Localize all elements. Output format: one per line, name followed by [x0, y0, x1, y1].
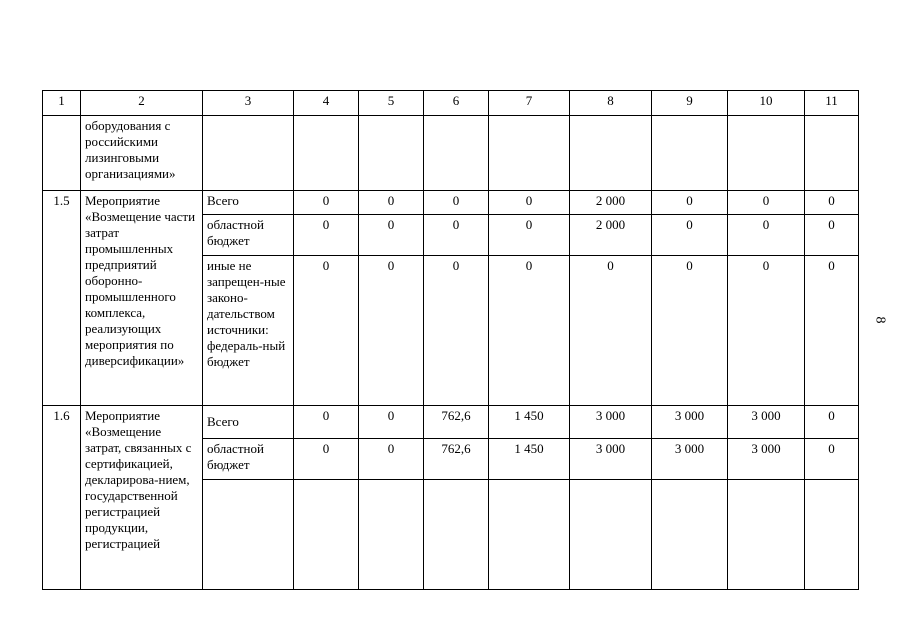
- row-number: 1.5: [43, 191, 81, 406]
- measure-name: Мероприятие «Возмещение затрат, связанных с сертификацией, декларирова-нием, государственной регистрацией продукции, регистрацией: [81, 406, 203, 590]
- empty-cell: [294, 116, 359, 191]
- empty-cell: [359, 116, 424, 191]
- value-cell: 3 000: [652, 439, 728, 480]
- value-cell: 3 000: [652, 406, 728, 439]
- value-cell: 0: [294, 439, 359, 480]
- empty-cell: [805, 116, 859, 191]
- empty-cell: [203, 116, 294, 191]
- value-cell: [489, 480, 570, 590]
- header-row: [43, 91, 859, 116]
- value-cell: 0: [805, 256, 859, 406]
- column-header: 5: [359, 91, 424, 116]
- value-cell: 0: [424, 256, 489, 406]
- value-cell: 0: [359, 256, 424, 406]
- value-cell: [805, 480, 859, 590]
- row-number: 1.6: [43, 406, 81, 590]
- value-cell: [424, 480, 489, 590]
- value-cell: 0: [359, 439, 424, 480]
- value-cell: 0: [570, 256, 652, 406]
- continuation-row: [43, 116, 859, 191]
- value-cell: 0: [805, 215, 859, 256]
- value-cell: [652, 480, 728, 590]
- value-cell: [570, 480, 652, 590]
- value-cell: 0: [294, 191, 359, 215]
- column-header: 8: [570, 91, 652, 116]
- value-cell: [728, 480, 805, 590]
- value-cell: 0: [805, 439, 859, 480]
- column-header: 9: [652, 91, 728, 116]
- column-header: 4: [294, 91, 359, 116]
- table-row: [43, 191, 859, 215]
- value-cell: 0: [652, 256, 728, 406]
- value-cell: 0: [652, 191, 728, 215]
- value-cell: 0: [294, 215, 359, 256]
- table-row: [43, 406, 859, 439]
- value-cell: 0: [359, 406, 424, 439]
- value-cell: 1 450: [489, 439, 570, 480]
- column-header: 10: [728, 91, 805, 116]
- value-cell: 0: [728, 256, 805, 406]
- funding-source: областной бюджет: [203, 215, 294, 256]
- funding-source: Всего: [203, 406, 294, 439]
- value-cell: 1 450: [489, 406, 570, 439]
- value-cell: 2 000: [570, 191, 652, 215]
- value-cell: 0: [728, 191, 805, 215]
- measure-name: Мероприятие «Возмещение части затрат промышленных предприятий оборонно-промышленного комплекса, реализующих мероприятия по диверсификации»: [81, 191, 203, 406]
- column-header: 2: [81, 91, 203, 116]
- measure-name: оборудования с российскими лизинговыми организациями»: [81, 116, 203, 191]
- value-cell: 0: [489, 191, 570, 215]
- value-cell: 0: [652, 215, 728, 256]
- value-cell: 0: [359, 215, 424, 256]
- empty-cell: [424, 116, 489, 191]
- funding-source: областной бюджет: [203, 439, 294, 480]
- funding-source: [203, 480, 294, 590]
- column-header: 11: [805, 91, 859, 116]
- empty-cell: [43, 116, 81, 191]
- value-cell: 0: [424, 191, 489, 215]
- value-cell: 3 000: [728, 439, 805, 480]
- value-cell: 0: [805, 191, 859, 215]
- budget-table: [42, 90, 859, 590]
- value-cell: 0: [294, 406, 359, 439]
- funding-source: иные не запрещен-ные законо-дательством источники: федераль-ный бюджет: [203, 256, 294, 406]
- value-cell: 0: [489, 215, 570, 256]
- value-cell: 762,6: [424, 439, 489, 480]
- value-cell: 0: [424, 215, 489, 256]
- value-cell: 2 000: [570, 215, 652, 256]
- column-header: 3: [203, 91, 294, 116]
- value-cell: 0: [489, 256, 570, 406]
- value-cell: 3 000: [570, 406, 652, 439]
- empty-cell: [728, 116, 805, 191]
- value-cell: 0: [728, 215, 805, 256]
- value-cell: 3 000: [570, 439, 652, 480]
- empty-cell: [570, 116, 652, 191]
- column-header: 7: [489, 91, 570, 116]
- column-header: 1: [43, 91, 81, 116]
- value-cell: 0: [359, 191, 424, 215]
- value-cell: [294, 480, 359, 590]
- value-cell: 762,6: [424, 406, 489, 439]
- value-cell: 0: [805, 406, 859, 439]
- value-cell: 0: [294, 256, 359, 406]
- value-cell: [359, 480, 424, 590]
- page-number: 8: [872, 316, 888, 324]
- column-header: 6: [424, 91, 489, 116]
- empty-cell: [652, 116, 728, 191]
- empty-cell: [489, 116, 570, 191]
- funding-source: Всего: [203, 191, 294, 215]
- value-cell: 3 000: [728, 406, 805, 439]
